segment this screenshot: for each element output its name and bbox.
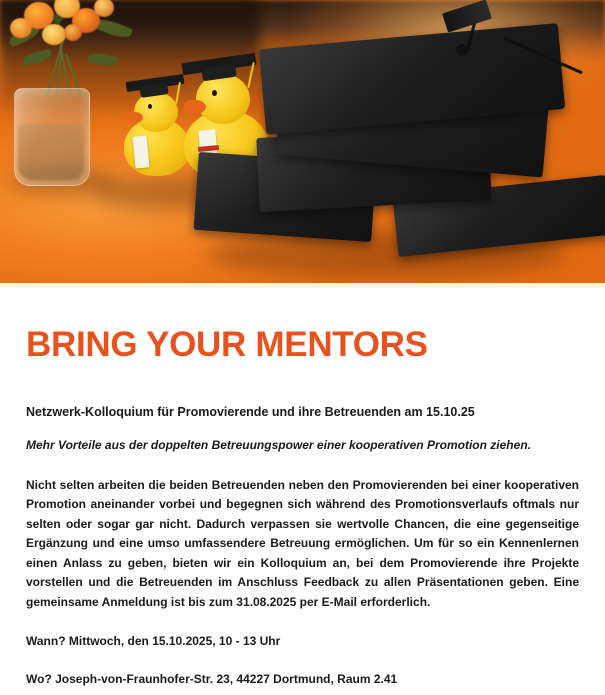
event-description: Nicht selten arbeiten die beiden Betreuenden neben den Promovierenden bei einer kooperativen Promotion aneinander vorbei und begegnen sich während des Promotionsverlaufs oftmals nur selten oder sogar gar nicht. Dadurch verpassen sie wertvolle Chancen, die eine gegenseitige Ergänzung und eine umso umfassendere Betreuung ermöglichen. Um für so ein Kennenlernen einen Anlass zu geben, bieten wir ein Kolloquium an, bei dem Promovierende ihre Projekte vorstellen und die Betreuenden im Anschluss Feedback zu allen Präsentationen geben. Eine gemeinsame Anmeldung ist bis zum 31.08.2025 per E-Mail erforderlich. [26,478,579,609]
hero-photo [0,0,605,283]
vase-water [18,124,84,180]
event-where: Wo? Joseph-von-Fraunhofer-Str. 23, 44227 Dortmund, Raum 2.41 [26,672,398,687]
document-content [0,327,605,688]
event-when: Wann? Mittwoch, den 15.10.2025, 10 - 13 Uhr [26,634,281,649]
event-subject: Netzwerk-Kolloquium für Promovierende und ihre Betreuenden am 15.10.25 [26,404,475,419]
event-tagline: Mehr Vorteile aus der doppelten Betreuungspower einer kooperativen Promotion ziehen. [26,438,531,453]
page-title: BRING YOUR MENTORS [26,325,428,364]
